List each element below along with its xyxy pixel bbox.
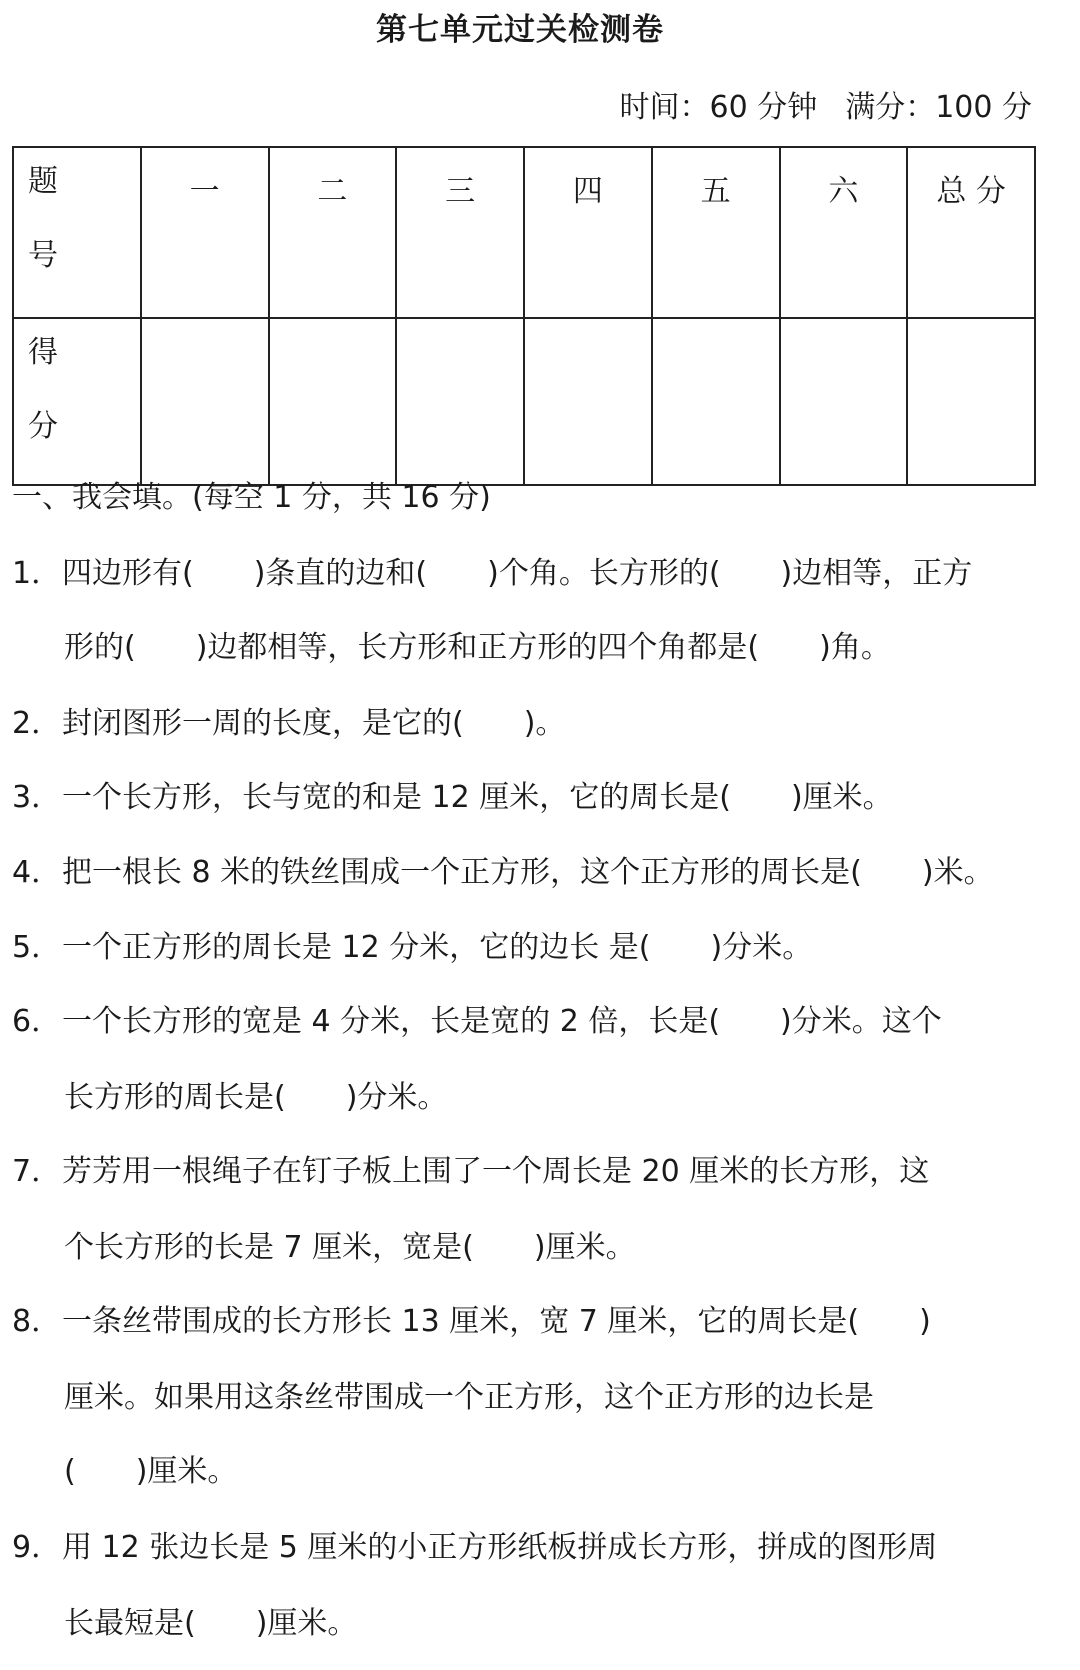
- question-number: 9．: [12, 1530, 62, 1565]
- question-6: [12, 996, 942, 1040]
- question-text: 一个长方形的宽是 4 分米，长是宽的 2 倍，长是( )分米。这个: [62, 1004, 942, 1039]
- score-cell: [269, 318, 397, 485]
- column-header: 四: [524, 147, 652, 318]
- question-8-continued: ( )厘米。: [64, 1454, 238, 1489]
- score-cell: [780, 318, 908, 485]
- exam-meta: [619, 82, 1032, 126]
- score-cell-total: [907, 318, 1035, 485]
- full-score: 满分：100 分: [845, 90, 1032, 125]
- score-table-score-row: [13, 318, 1035, 485]
- column-header-total: 总 分: [907, 147, 1035, 318]
- question-6-continued: 长方形的周长是( )分米。: [64, 1080, 448, 1115]
- question-number: 1．: [12, 556, 62, 591]
- question-7-continued: 个长方形的长是 7 厘米，宽是( )厘米。: [64, 1230, 636, 1265]
- score-row-label: 得 分: [13, 318, 141, 485]
- question-number: 4．: [12, 855, 62, 890]
- header-row-label: 题 号: [13, 147, 141, 318]
- score-cell: [141, 318, 269, 485]
- question-8-continued: 厘米。如果用这条丝带围成一个正方形，这个正方形的边长是: [64, 1380, 874, 1415]
- column-header: 五: [652, 147, 780, 318]
- question-text: 一个正方形的周长是 12 分米，它的边长 是( )分米。: [62, 930, 813, 965]
- question-text: 芳芳用一根绳子在钉子板上围了一个周长是 20 厘米的长方形，这: [62, 1154, 930, 1189]
- question-text: 四边形有( )条直的边和( )个角。长方形的( )边相等，正方: [62, 556, 973, 591]
- question-number: 5．: [12, 930, 62, 965]
- question-9-continued: 长最短是( )厘米。: [64, 1606, 358, 1641]
- question-2: [12, 698, 565, 742]
- section-heading: 一、我会填。(每空 1 分，共 16 分): [12, 480, 491, 515]
- page-title: 第七单元过关检测卷: [376, 12, 664, 48]
- score-cell: [652, 318, 780, 485]
- question-text: 封闭图形一周的长度，是它的( )。: [62, 706, 566, 741]
- question-number: 2．: [12, 706, 62, 741]
- question-number: 3．: [12, 780, 62, 815]
- question-8: [12, 1296, 931, 1340]
- question-text: 把一根长 8 米的铁丝围成一个正方形，这个正方形的周长是( )米。: [62, 855, 994, 890]
- question-number: 7．: [12, 1154, 62, 1189]
- score-cell: [524, 318, 652, 485]
- column-header: 六: [780, 147, 908, 318]
- question-text: 一条丝带围成的长方形长 13 厘米，宽 7 厘米，它的周长是( ): [62, 1304, 931, 1339]
- question-number: 6．: [12, 1004, 62, 1039]
- question-3: [12, 772, 893, 816]
- question-5: [12, 922, 812, 966]
- score-cell: [396, 318, 524, 485]
- question-number: 8．: [12, 1304, 62, 1339]
- time-limit: 时间：60 分钟: [619, 90, 818, 125]
- score-table-header-row: [13, 147, 1035, 318]
- question-1: [12, 548, 972, 592]
- column-header: 一: [141, 147, 269, 318]
- question-7: [12, 1146, 929, 1190]
- score-table: [12, 146, 1036, 486]
- question-text: 一个长方形，长与宽的和是 12 厘米，它的周长是( )厘米。: [62, 780, 893, 815]
- question-text: 用 12 张边长是 5 厘米的小正方形纸板拼成长方形，拼成的图形周: [62, 1530, 938, 1565]
- question-1-continued: 形的( )边都相等，长方形和正方形的四个角都是( )角。: [64, 630, 891, 665]
- question-4: [12, 847, 994, 891]
- question-9: [12, 1522, 937, 1566]
- column-header: 二: [269, 147, 397, 318]
- column-header: 三: [396, 147, 524, 318]
